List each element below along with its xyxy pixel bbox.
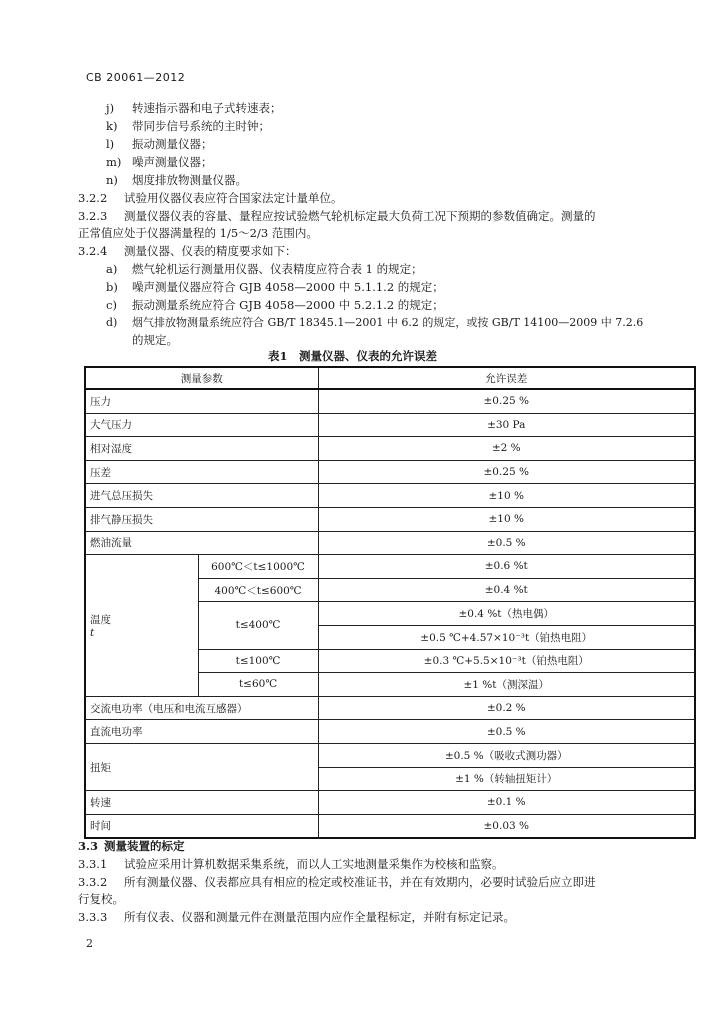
list-label: m) [106, 155, 122, 169]
section-number: 3.2.2 [78, 191, 108, 205]
param-cell: 直流电功率 [85, 720, 318, 744]
error-cell: ±0.4 %t [318, 578, 695, 602]
param-cell: 压差 [85, 460, 318, 484]
section-number: 3.2.3 [78, 209, 108, 223]
temperature-symbol: t [90, 626, 95, 639]
section-3-3-heading [78, 838, 185, 854]
section-text-continued: 正常值应处于仪器满量程的 1/5～2/3 范围内。 [78, 226, 318, 240]
range-cell: t≤60℃ [198, 673, 318, 697]
error-cell: ±0.5 % [318, 720, 695, 744]
list-text: 振动测量系统应符合 GJB 4058—2000 中 5.2.1.2 的规定； [132, 298, 444, 312]
column-header-param: 测量参数 [85, 367, 318, 389]
section-text: 测量仪器、仪表的精度要求如下： [124, 244, 297, 258]
table-row [85, 791, 695, 815]
list-text: 转速指示器和电子式转速表； [132, 101, 282, 115]
error-cell: ±0.5 % [318, 531, 695, 555]
error-cell: ±10 % [318, 507, 695, 531]
section-text: 测量仪器仪表的容量、量程应按试验燃气轮机标定最大负荷工况下预期的参数值确定。测量的 [124, 209, 596, 223]
list-text: 烟度排放物测量仪器。 [132, 173, 247, 187]
list-item [106, 172, 247, 188]
list-item [106, 261, 423, 277]
list-label: a) [106, 262, 118, 276]
error-cell: ±0.03 % [318, 814, 695, 838]
list-label: j) [106, 101, 115, 115]
list-label: c) [106, 298, 117, 312]
table-row [85, 696, 695, 720]
section-text: 所有仪表、仪器和测量元件在测量范围内应作全量程标定，并附有标定记录。 [124, 910, 515, 924]
param-cell: 时间 [85, 814, 318, 838]
list-label: b) [106, 280, 118, 294]
section-3-3-2 [78, 874, 596, 890]
param-cell: 压力 [85, 389, 318, 413]
list-text: 噪声测量仪器； [132, 155, 213, 169]
list-text: 燃气轮机运行测量用仪器、仪表精度应符合表 1 的规定； [132, 262, 423, 276]
param-cell-temperature [85, 555, 198, 697]
error-cell: ±0.5 ℃+4.57×10⁻³t（铂热电阻） [318, 625, 695, 649]
error-cell: ±0.25 % [318, 389, 695, 413]
section-number: 3.3.2 [78, 875, 108, 889]
section-number: 3.3 [78, 839, 99, 853]
list-text: 噪声测量仪器应符合 GJB 4058—2000 中 5.1.1.2 的规定； [132, 280, 444, 294]
error-cell: ±0.4 %t（热电偶） [318, 602, 695, 626]
table-row [85, 460, 695, 484]
range-cell: 400℃＜t≤600℃ [198, 578, 318, 602]
list-item [106, 154, 213, 170]
range-cell: t≤100℃ [198, 649, 318, 673]
list-label: n) [106, 173, 118, 187]
table-row [85, 743, 695, 767]
error-cell: ±1 %（转轴扭矩计） [318, 767, 695, 791]
list-item [106, 297, 444, 313]
table-row [85, 507, 695, 531]
section-3-3-3 [78, 909, 515, 925]
section-text-continued: 行复校。 [78, 892, 124, 906]
list-text: 振动测量仪器； [132, 137, 213, 151]
table-row [85, 437, 695, 461]
section-number: 3.2.4 [78, 244, 108, 258]
error-cell: ±30 Pa [318, 413, 695, 437]
error-cell: ±0.5 %（吸收式测功器） [318, 743, 695, 767]
table-caption: 表1 测量仪器、仪表的允许误差 [268, 349, 437, 363]
error-cell: ±2 % [318, 437, 695, 461]
list-item [106, 100, 282, 116]
param-cell: 交流电功率（电压和电流互感器） [85, 696, 318, 720]
param-cell: 排气静压损失 [85, 507, 318, 531]
section-3-2-3 [78, 208, 596, 224]
list-item [106, 315, 643, 331]
error-cell: ±1 %t（测深温） [318, 673, 695, 697]
error-table [84, 366, 696, 839]
temperature-label: 温度 [90, 613, 111, 626]
list-item [106, 118, 270, 134]
section-3-2-4 [78, 243, 297, 259]
list-item [106, 136, 213, 152]
list-label: k) [106, 119, 118, 133]
list-text-continued: 的规定。 [132, 333, 178, 347]
section-number: 3.3.3 [78, 910, 108, 924]
section-3-2-2 [78, 190, 343, 206]
error-cell: ±0.6 %t [318, 555, 695, 579]
table-row [85, 389, 695, 413]
error-cell: ±10 % [318, 484, 695, 508]
param-cell-torque: 扭矩 [85, 743, 318, 790]
param-cell: 燃油流量 [85, 531, 318, 555]
table-header-row [85, 367, 695, 389]
list-text: 烟气排放物测量系统应符合 GB/T 18345.1—2001 中 6.2 的规定，或按 GB/T 14100—2009 中 7.2.6 [132, 316, 644, 329]
range-cell: 600℃＜t≤1000℃ [198, 555, 318, 579]
range-cell: t≤400℃ [198, 602, 318, 649]
column-header-error: 允许误差 [318, 367, 695, 389]
error-cell: ±0.25 % [318, 460, 695, 484]
list-text: 带同步信号系统的主时钟； [132, 119, 270, 133]
list-item [106, 279, 444, 295]
param-cell: 进气总压损失 [85, 484, 318, 508]
section-text: 所有测量仪器、仪表都应具有相应的检定或校准证书，并在有效期内，必要时试验后应立即进 [124, 875, 596, 889]
list-label: l) [106, 137, 115, 151]
section-title: 测量装置的标定 [104, 839, 185, 853]
section-number: 3.3.1 [78, 857, 108, 871]
table-row [85, 555, 695, 579]
error-cell: ±0.3 ℃+5.5×10⁻³t（铂热电阻） [318, 649, 695, 673]
table-row [85, 814, 695, 838]
list-label: d) [106, 316, 118, 329]
table-row [85, 531, 695, 555]
page-number: 2 [86, 937, 93, 950]
param-cell: 大气压力 [85, 413, 318, 437]
table-row [85, 484, 695, 508]
error-cell: ±0.1 % [318, 791, 695, 815]
section-3-3-1 [78, 856, 504, 872]
param-cell: 相对湿度 [85, 437, 318, 461]
section-text: 试验用仪器仪表应符合国家法定计量单位。 [124, 191, 343, 205]
section-text: 试验应采用计算机数据采集系统，而以人工实地测量采集作为校核和监察。 [124, 857, 504, 871]
error-cell: ±0.2 % [318, 696, 695, 720]
table-row [85, 720, 695, 744]
document-header-code: CB 20061—2012 [86, 71, 186, 84]
table-row [85, 413, 695, 437]
param-cell: 转速 [85, 791, 318, 815]
